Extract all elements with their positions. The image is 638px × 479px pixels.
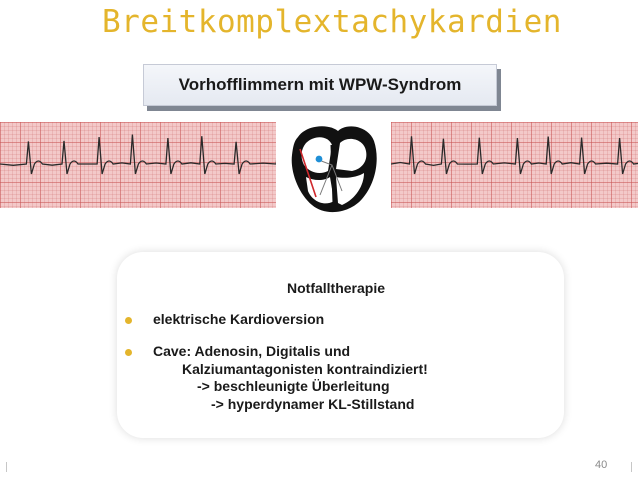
footer-divider <box>6 462 7 472</box>
bullet-line: elektrische Kardioversion <box>153 311 325 327</box>
ecg-strip-left <box>0 122 276 208</box>
bullet-dot <box>125 349 132 356</box>
ecg-strip-right <box>391 122 638 208</box>
ecg-trace-left <box>0 122 276 208</box>
page-number: 40 <box>595 459 608 471</box>
bullet-line: -> beschleunigte Überleitung <box>197 378 390 394</box>
heart-diagram-icon <box>276 119 386 219</box>
bullet-line: Cave: Adenosin, Digitalis und <box>153 343 351 359</box>
bullet-line: Kalziumantagonisten kontraindiziert! <box>182 361 428 377</box>
ecg-waveform <box>391 134 638 174</box>
footer-divider <box>631 462 632 472</box>
heart-diagram <box>276 119 386 219</box>
ecg-waveform <box>0 135 276 175</box>
panel-heading: Notfalltherapie <box>287 280 386 296</box>
bullet-dot <box>125 317 132 324</box>
subtitle-text: Vorhofflimmern mit WPW-Syndrom <box>178 75 462 94</box>
ecg-trace-right <box>391 122 638 208</box>
subtitle-box <box>143 64 497 106</box>
bullet-line: -> hyperdynamer KL-Stillstand <box>211 396 415 412</box>
slide-title: Breitkomplextachykardien <box>102 4 562 40</box>
